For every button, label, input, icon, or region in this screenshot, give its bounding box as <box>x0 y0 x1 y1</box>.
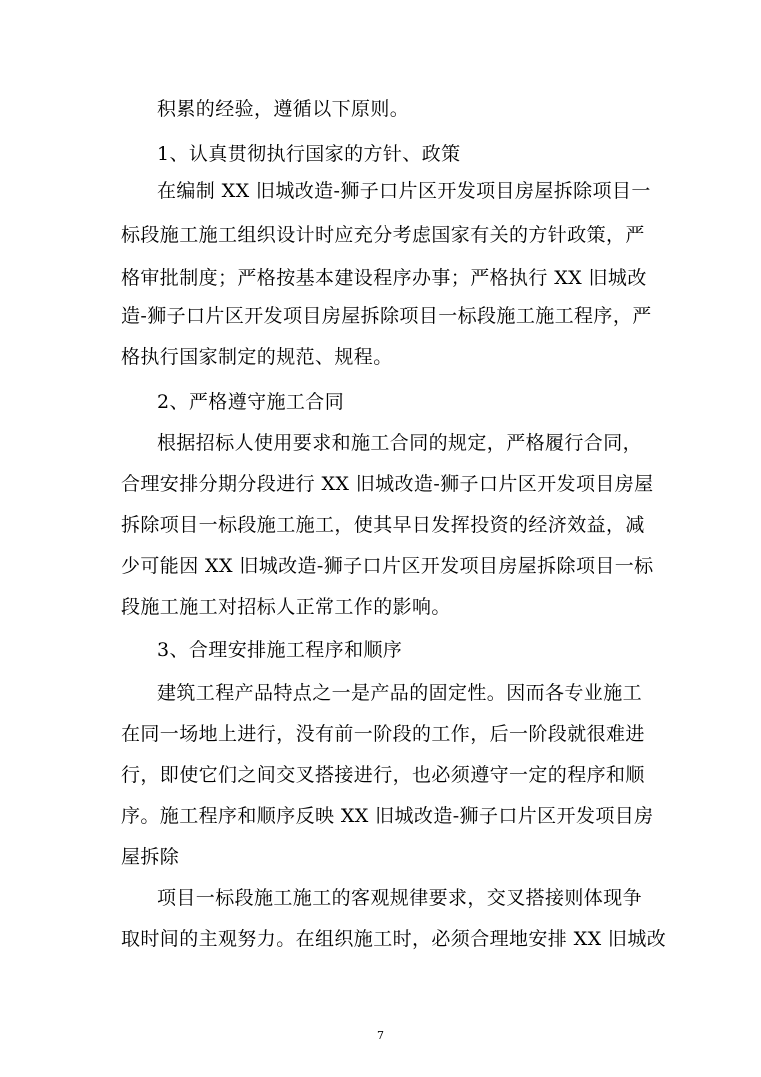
text-line-1: 积累的经验，遵循以下原则。 <box>157 98 410 120</box>
text-line-17: 行，即使它们之间交叉搭接进行，也必须遵守一定的程序和顺 <box>121 764 645 786</box>
text-line-18: 序。施工程序和顺序反映 XX 旧城改造-狮子口片区开发项目房 <box>121 805 654 827</box>
section-heading-1: 1、认真贯彻执行国家的方针、政策 <box>157 143 461 165</box>
text-line-12: 少可能因 XX 旧城改造-狮子口片区开发项目房屋拆除项目一标 <box>121 555 654 577</box>
section-heading-2: 2、严格遵守施工合同 <box>157 391 345 413</box>
text-line-9: 根据招标人使用要求和施工合同的规定，严格履行合同， <box>157 432 643 454</box>
text-line-7: 格执行国家制定的规范、规程。 <box>121 346 393 368</box>
text-line-15: 建筑工程产品特点之一是产品的固定性。因而各专业施工 <box>157 682 643 704</box>
text-line-19: 屋拆除 <box>121 846 180 868</box>
text-line-5: 格审批制度；严格按基本建设程序办事；严格执行 XX 旧城改 <box>121 267 647 289</box>
text-line-4: 标段施工施工组织设计时应充分考虑国家有关的方针政策，严 <box>121 224 645 246</box>
text-line-20: 项目一标段施工施工的客观规律要求，交叉搭接则体现争 <box>157 887 643 909</box>
text-line-16: 在同一场地上进行，没有前一阶段的工作，后一阶段就很难进 <box>121 723 645 745</box>
text-line-6: 造-狮子口片区开发项目房屋拆除项目一标段施工施工程序，严 <box>121 305 652 327</box>
text-line-13: 段施工施工对招标人正常工作的影响。 <box>121 596 451 618</box>
text-line-10: 合理安排分期分段进行 XX 旧城改造-狮子口片区开发项目房屋 <box>121 473 654 495</box>
text-line-3: 在编制 XX 旧城改造-狮子口片区开发项目房屋拆除项目一 <box>157 180 651 202</box>
text-line-21: 取时间的主观努力。在组织施工时，必须合理地安排 XX 旧城改 <box>121 928 667 950</box>
text-line-11: 拆除项目一标段施工施工，使其早日发挥投资的经济效益，减 <box>121 514 645 536</box>
section-heading-3: 3、合理安排施工程序和顺序 <box>157 639 403 661</box>
page-number: 7 <box>377 1029 384 1042</box>
